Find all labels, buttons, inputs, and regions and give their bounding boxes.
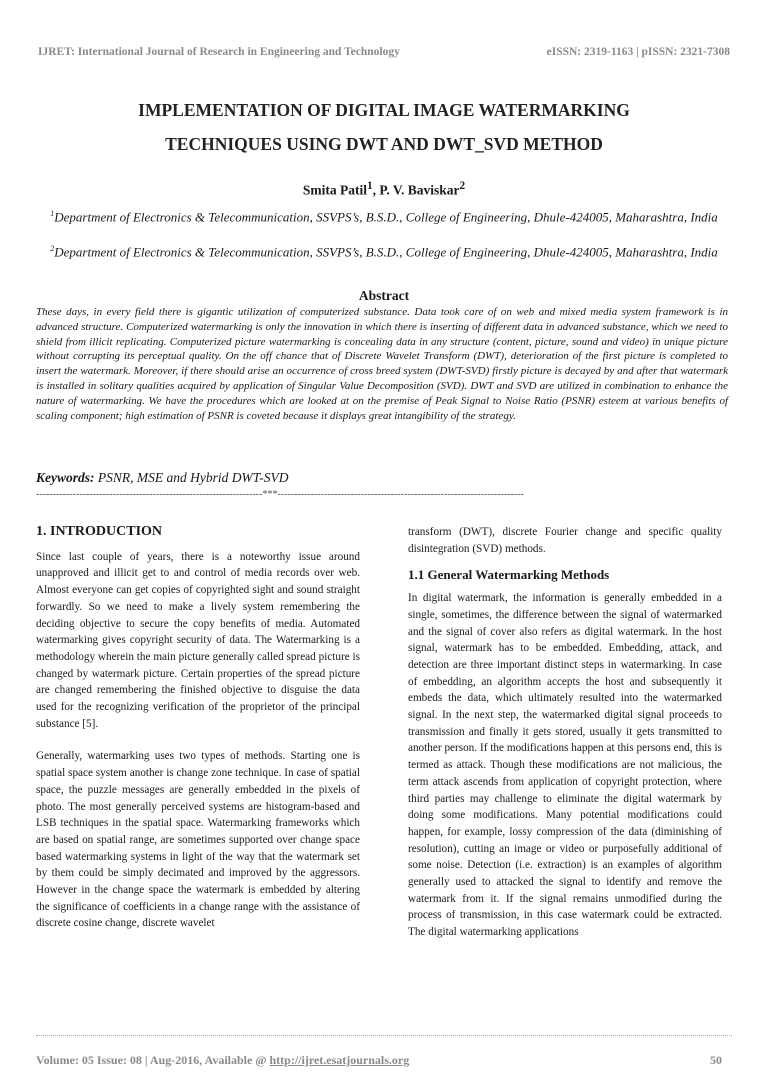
paper-title — [40, 93, 728, 161]
author-2-sup: 2 — [459, 180, 466, 192]
affiliation-1-text: Department of Electronics & Telecommunication, SSVPS’s, B.S.D., College of Engineering, Dhule-424005, Maharashtra, India — [54, 209, 718, 225]
author-1-sup: 1 — [367, 180, 373, 192]
footer-divider — [36, 1035, 732, 1036]
affiliation-2 — [48, 241, 720, 260]
abstract-text: These days, in every field there is gigantic utilization of computerized substance. Data took care of on web and mixed media system framework is in advanced structure. Computerized watermarking is only the innovation in which there is inserting of different data in advanced substance, which we need to shield from illicit replicating. Computerized picture watermarking is concealing data in any structure (content, picture, sound and video) in unique picture without corrupting its perceptual quality. On the off chance that of Discrete Wavelet Transform (DWT), deterioration of the first picture is completed to insert the watermark. Moreover, if there should arise an occurrence of cross breed system (DWT-SVD) firstly picture is decayed by and after that watermark is installed in solitary qualities acquired by application of Singular Value Decomposition (SVD). DWT and SVD are utilized in combination to enhance the nature of watermarking. We have the procedures which are looked at on the premise of Peak Signal to Noise Ratio (PSNR) esteem at various benefits of scaling component; high estimation of PSNR is coveted because it displays great intangibility of the strategy. — [36, 306, 728, 422]
title-line-2: TECHNIQUES USING DWT AND DWT_SVD METHOD — [165, 134, 603, 154]
footer — [36, 1053, 722, 1068]
running-header — [38, 46, 730, 62]
affiliation-2-sup: 2 — [50, 244, 55, 253]
paragraph: In digital watermark, the information is generally embedded in a single, sometimes, the difference between the signal of watermarked and the signal of cover also refers as digital watermark. In the host signal, watermark has to be embedded. Embedding, attack, and detection are three important distinct steps in watermarking. In case of embedding, an algorithm accepts the host and subsequently it embeds the data, which ultimately resulted into the watermarked signal. In the next step, the watermarked digital signal proceeds to transmission and finally it gets stored, usually it gets transmitted to another person. If the modifications happen at this persons end, this is termed as attack. Though these modifications are not malicious, the term attack ascends from application of copyright protection, where third parties may challenge to eliminate the digital watermark by doing some modifications. Many potential modifications could happen, for example, lossy compression of the data (diminishing of resolution), cutting an image or video or purposefully additional of some noise. Detection (i.e. extraction) is an examples of algorithm generally used to attacked the signal to identify and remove the watermark from it. If the signal remains unmodified during the process of transmission, in this case watermark could be extracted. The digital watermarking applications — [408, 592, 722, 939]
page-number: 50 — [710, 1053, 722, 1067]
left-column — [36, 524, 360, 948]
abstract-heading: Abstract — [358, 288, 410, 303]
affiliation-1-sup: 1 — [50, 209, 55, 218]
right-column — [408, 524, 722, 957]
keywords-text: PSNR, MSE and Hybrid DWT-SVD — [97, 470, 289, 485]
keywords — [36, 470, 288, 486]
author-1: Smita Patil — [302, 182, 368, 198]
title-line-1: IMPLEMENTATION OF DIGITAL IMAGE WATERMARKING — [138, 100, 630, 120]
paragraph: transform (DWT), discrete Fourier change and specific quality disintegration (SVD) methods. — [408, 526, 722, 555]
paragraph: Generally, watermarking uses two types of methods. Starting one is spatial space system another is change zone technique. In case of spatial space, the puzzle messages are generally embedded in the pixels of photo. The most generally perceived systems are histogram-based and LSB techniques in the spatial space. Watermarking frameworks which are based on spatial range, are sometimes supported over change space based watermarking systems in light of the way that the watermark set by them could be simply decimated and improved by the aggressors. However in the change space the watermark is embedded by altering the significance of coefficients in a change range with the assistance of discrete cosine change, discrete wavelet — [36, 750, 360, 930]
footer-volume: Volume: 05 Issue: 08 | Aug-2016, Available @ — [36, 1053, 267, 1067]
introduction-heading: 1. INTRODUCTION — [36, 524, 163, 539]
footer-link[interactable]: http://ijret.esatjournals.org — [269, 1053, 410, 1067]
authors — [40, 180, 728, 199]
affiliation-1 — [48, 206, 720, 225]
author-2: , P. V. Baviskar — [372, 182, 460, 198]
affiliation-2-text: Department of Electronics & Telecommunication, SSVPS’s, B.S.D., College of Engineering, Dhule-424005, Maharashtra, India — [54, 244, 718, 260]
paragraph: Since last couple of years, there is a noteworthy issue around unapproved and illicit get to and control of media records over web. Almost everyone can get copies of copyrighted sight and sound straight forwardly. So we need to make a lively system remembering the deciding objective to secure the copy benefits of media. Automated watermarking gives copyright security of data. The Watermarking is a methodology wherein the main picture generally called spread picture is changed by watermark picture. Certain properties of the spread picture are changed remembering the finished objective to disguise the data used for the recognizing verification of the proprietor of the principal substance [5]. — [36, 550, 360, 730]
issn: eISSN: 2319-1163 | pISSN: 2321-7308 — [546, 46, 730, 58]
subsection-heading: 1.1 General Watermarking Methods — [408, 567, 610, 583]
keywords-label: Keywords: — [36, 470, 95, 485]
section-separator: --------------------------------------------------------------------***-------------------------------------------------------------------------- — [36, 489, 524, 500]
journal-name: IJRET: International Journal of Research in Engineering and Technology — [38, 46, 400, 58]
